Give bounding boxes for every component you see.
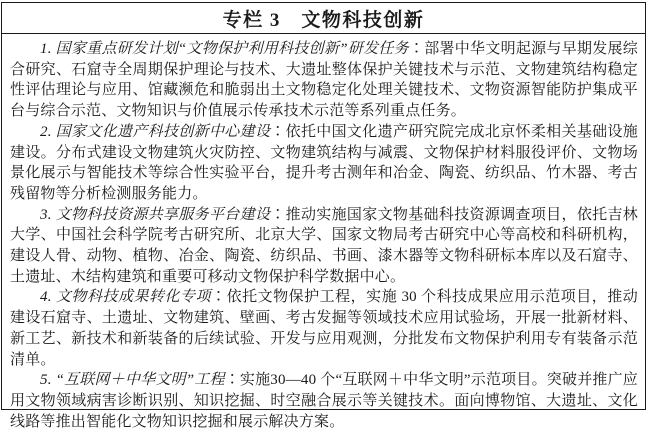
item-lead: 5. “互联网＋中华文明”工程 [40,372,225,389]
item-colon: ∶ [408,41,425,57]
item-body: 依托中国文化遗产研究院完成北京怀柔相关基础设施建设。分布式建设文物建筑火灾防控、文物建筑结构与减震、文物保护材料服役评价、文物场景化展示与智能技术等综合性实验平台，提升考古测年和冶金、陶瓷、纺织品、竹木器、考古残留物等分析检测服务能力。 [10,123,638,202]
item-body: 依托文物保护工程，实施 30 个科技成果应用示范项目，推动建设石窟寺、土遗址、文物建筑、壁画、考古发掘等领域技术应用试验场，开展一批新材料、新工艺、新技术和新装备的后续试验、开发与应用观测，分批发布文物保护利用专有装备示范清单。 [10,289,638,368]
item-colon: ∶ [224,372,240,389]
item-body: 部署中华文明起源与早期发展综合研究、石窟寺全周期保护理论与技术、大遗址整体保护关键技术与示范、文物建筑结构稳定性评估理论与应用、馆藏濒危和脆弱出土文物稳定化处理关键技术、文物资源智能防护集成平台与综合示范、文物知识与价值展示传承技术示范等系列重点任务。 [10,41,638,120]
column-title: 专栏 3 文物科技创新 [2,3,645,34]
item-paragraph-4 [10,287,638,370]
item-body: 推动实施国家文物基础科技资源调查项目，依托吉林大学、中国社会科学院考古研究所、北京大学、国家文物局考古研究中心等高校和科研机构，建设人骨、动物、植物、冶金、陶瓷、纺织品、书画、漆木器等文物科研标本库以及石窟寺、土遗址、木结构建筑和重要可移动文物保护科学数据中心。 [10,206,638,285]
item-lead: 2. 国家文化遗产科技创新中心建设 [40,123,271,140]
item-lead: 3. 文物科技资源共享服务平台建设 [40,206,271,223]
item-paragraph-1 [10,39,638,122]
item-lead: 4. 文物科技成果转化专项 [40,289,212,306]
column-box [1,2,646,430]
item-lead: 1. 国家重点研发计划“文物保护利用科技创新”研发任务 [40,41,409,57]
item-colon: ∶ [270,206,286,223]
item-colon: ∶ [211,289,227,306]
item-paragraph-3 [10,205,638,288]
item-body: 实施30—40 个“互联网＋中华文明”示范项目。突破并推广应用文物领域病害诊断识别、知识挖掘、时空融合展示等关键技术。面向博物馆、大遗址、文化线路等推出智能化文物知识挖掘和展示解决方案。 [10,372,638,430]
item-colon: ∶ [270,123,286,140]
item-paragraph-2 [10,122,638,205]
column-body [2,34,645,432]
item-paragraph-5 [10,370,638,432]
